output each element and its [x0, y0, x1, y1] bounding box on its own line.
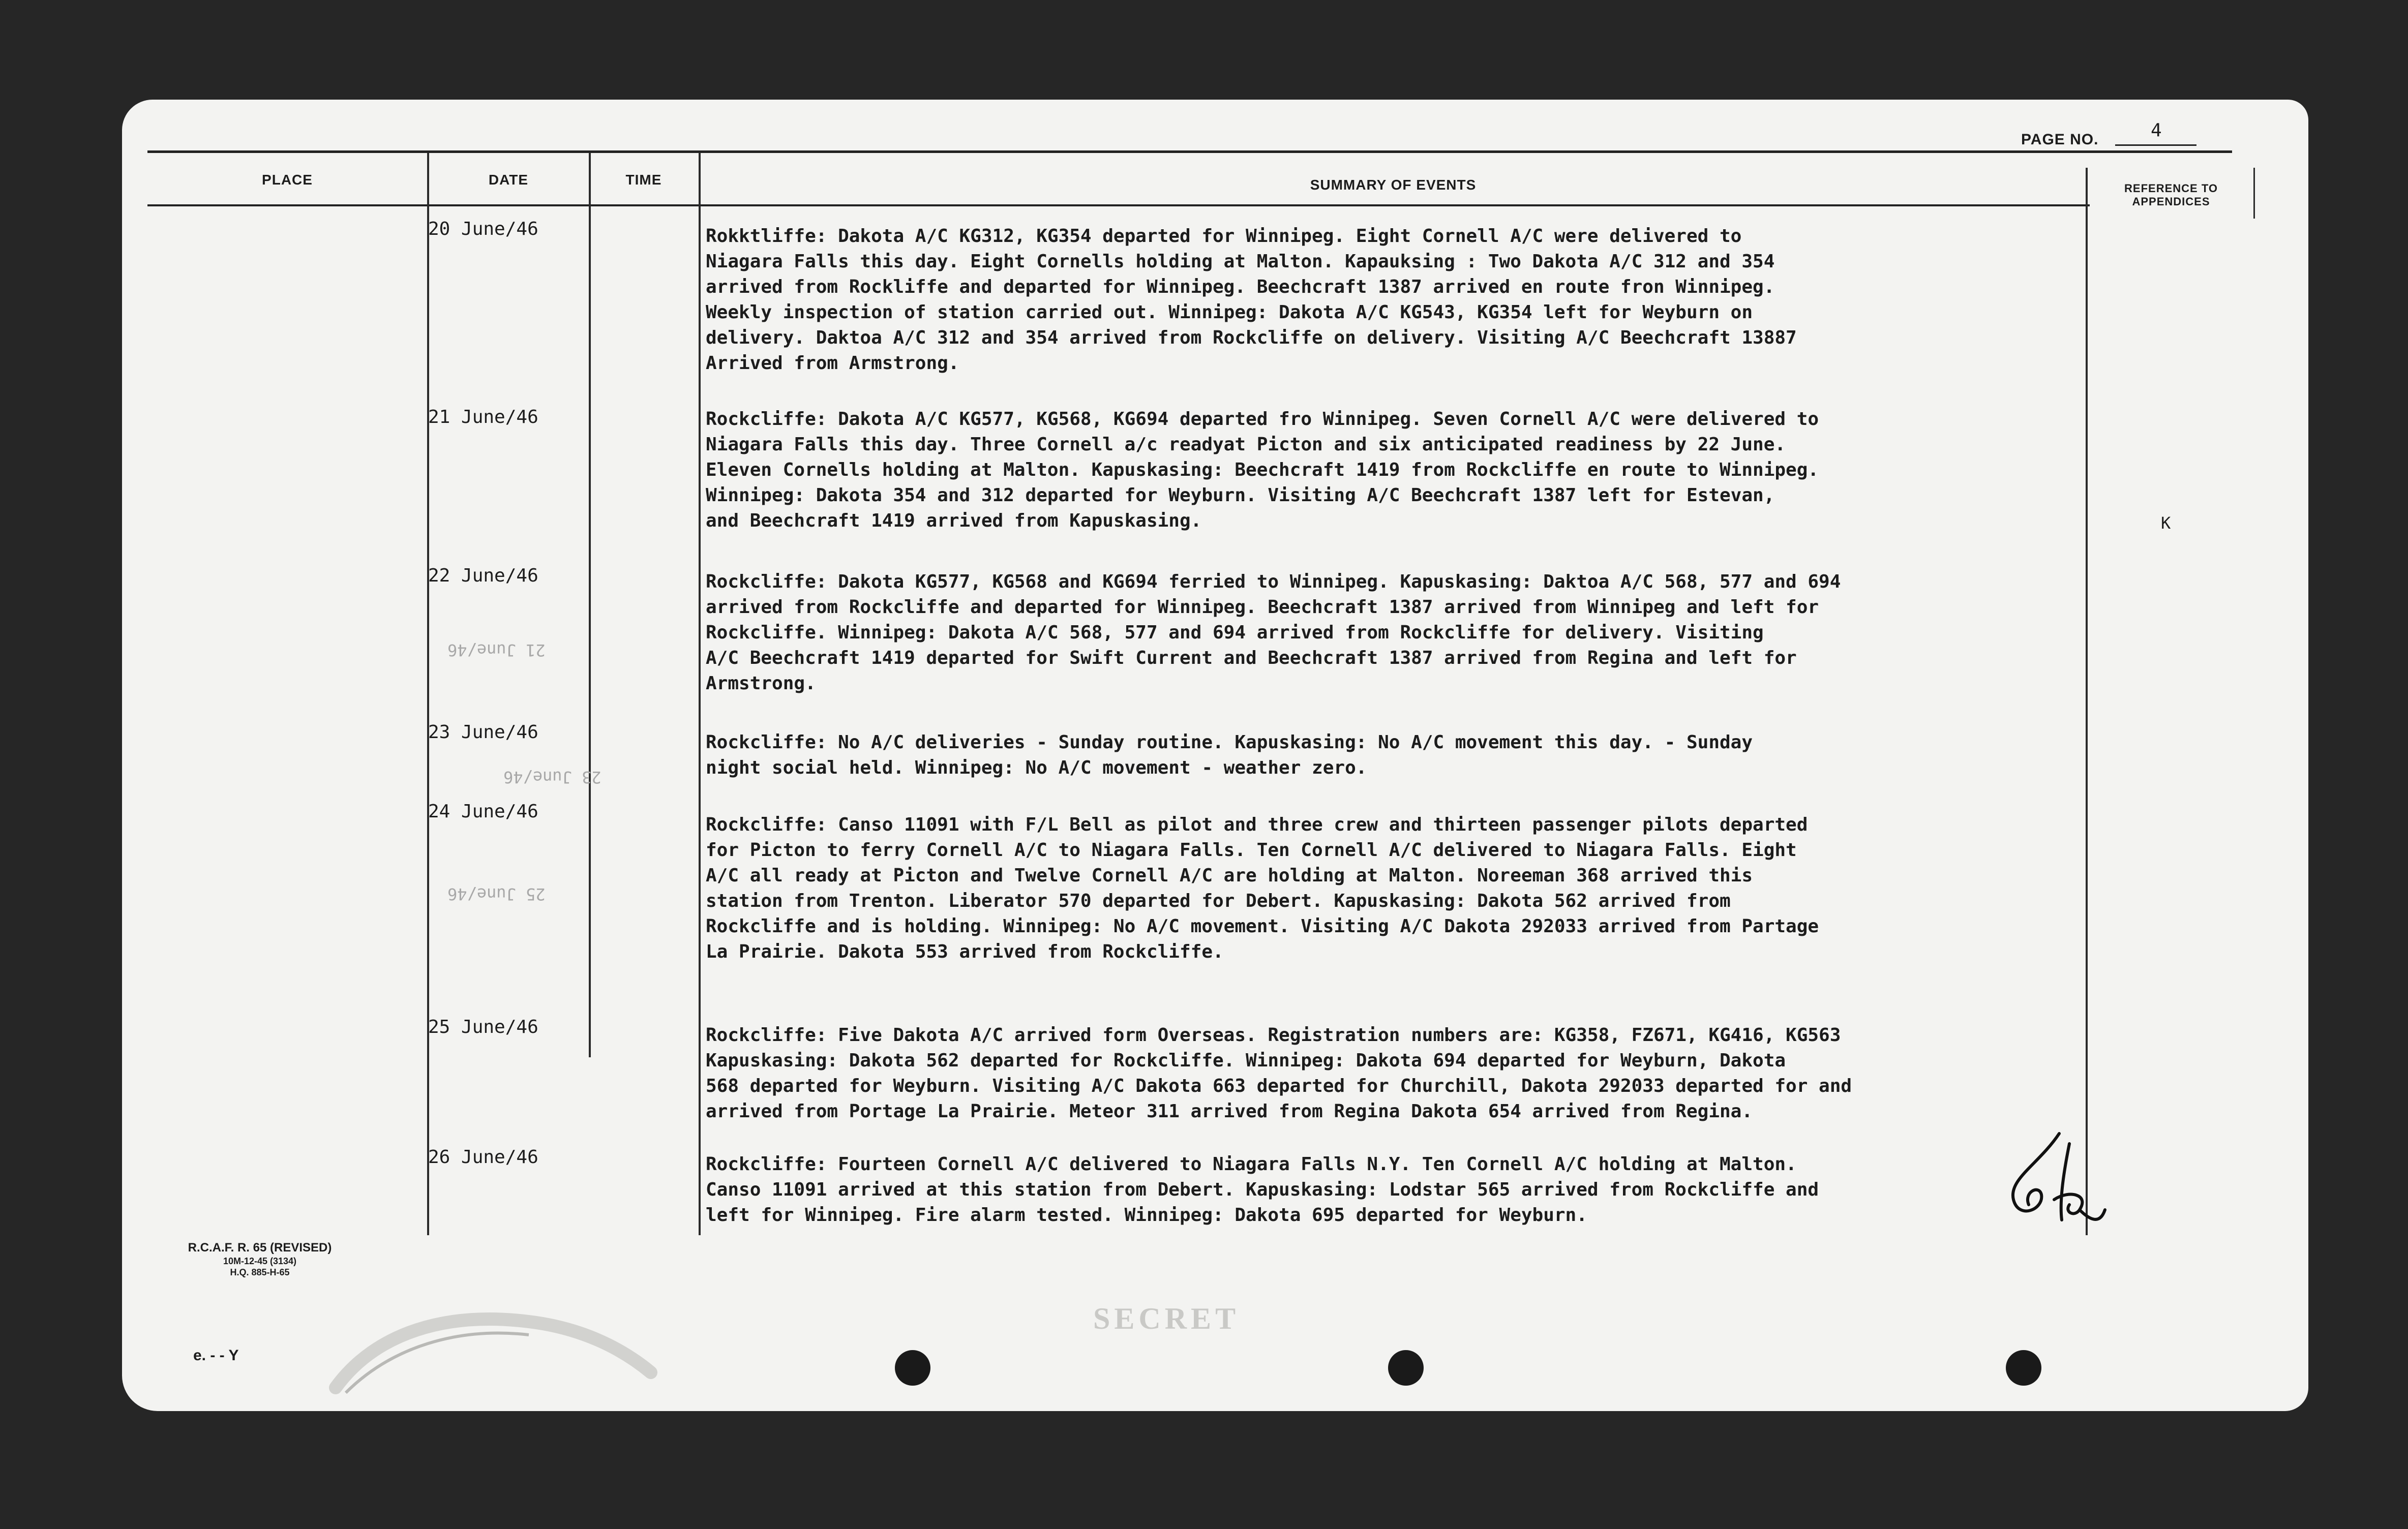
- column-header-reference: REFERENCE TO APPENDICES: [2124, 182, 2218, 208]
- entry-date: 21 June/46: [428, 407, 538, 427]
- form-hq-code: H.Q. 885-H-65: [230, 1267, 290, 1277]
- summary-entry: Rockcliffe: Dakota A/C KG577, KG568, KG694 departed fro Winnipeg. Seven Cornell A/C were delivered to Niagara Falls this day. Three Cornell a/c readyat Picton and six anticipated readiness by 22 June. Eleven Cornells holding at Malton. Kapuskasing: Beechcraft 1419 from Rockcliffe en route to Winnipeg. Winnipeg: Dakota 354 and 312 departed for Weyburn. Visiting A/C Beechcraft 1387 left for Estevan, and Beechcraft 1419 arrived from Kapuskasing.: [706, 409, 1819, 531]
- punch-hole: [895, 1350, 930, 1386]
- entry-date: 20 June/46: [428, 219, 538, 239]
- column-divider-date: [589, 152, 591, 1057]
- page-no-underline: [2115, 144, 2196, 146]
- summary-entry: Rockcliffe: Dakota KG577, KG568 and KG694 ferried to Winnipeg. Kapuskasing: Daktoa A/C 568, 577 and 694 arrived from Rockcliffe and departed for Winnipeg. Beechcraft 1387 arrived from Winnipeg and left for Rockcliffe. Winnipeg: Dakota A/C 568, 577 and 694 arrived from Rockcliffe for delivery. Visiting A/C Beechcraft 1419 departed for Swift Current and Beechcraft 1387 arrived from Regina and left for Armstrong.: [706, 571, 1841, 694]
- punch-hole: [1388, 1350, 1424, 1386]
- entry-date: 24 June/46: [428, 801, 538, 822]
- entry-date: 23 June/46: [428, 722, 538, 743]
- summary-entry: Rockcliffe: No A/C deliveries - Sunday routine. Kapuskasing: No A/C movement this day. - Sunday night social held. Winnipeg: No A/C movement - weather zero.: [706, 732, 1753, 778]
- column-header-summary: SUMMARY OF EVENTS: [1310, 177, 1477, 193]
- summary-entry: Rockcliffe: Five Dakota A/C arrived form Overseas. Registration numbers are: KG358, FZ671, KG416, KG563 Kapuskasing: Dakota 562 departed for Rockcliffe. Winnipeg: Dakota 694 departed for Weyburn, Dakota 568 departed for Weyburn. Visiting A/C Dakota 663 departed for Churchill, Dakota 292033 departed for and arrived from Portage La Prairie. Meteor 311 arrived from Regina Dakota 654 arrived from Regina.: [706, 1025, 1852, 1122]
- bleed-through-mark: 23 June/46: [503, 768, 601, 787]
- form-identifier: [140, 1240, 379, 1278]
- punch-hole: [2006, 1350, 2041, 1386]
- paper-smudge: [315, 1301, 671, 1413]
- form-number: R.C.A.F. R. 65 (REVISED): [188, 1241, 332, 1255]
- bleed-through-mark: 25 June/46: [447, 884, 546, 904]
- entry-date: 26 June/46: [428, 1147, 538, 1168]
- column-divider-place: [427, 152, 429, 1235]
- top-rule: [147, 150, 2232, 153]
- column-divider-reference: [2253, 168, 2255, 219]
- column-header-time: TIME: [625, 172, 662, 188]
- column-header-date: DATE: [488, 172, 529, 188]
- column-divider-time: [699, 152, 701, 1235]
- entry-date: 25 June/46: [428, 1017, 538, 1037]
- summary-entry: Rockcliffe: Fourteen Cornell A/C delivered to Niagara Falls N.Y. Ten Cornell A/C holding at Malton. Canso 11091 arrived at this station from Debert. Kapuskasing: Lodstar 565 arrived from Rockcliffe and left for Winnipeg. Fire alarm tested. Winnipeg: Dakota 695 departed for Weyburn.: [706, 1154, 1819, 1226]
- entry-date: 22 June/46: [428, 565, 538, 586]
- bleed-through-mark: 21 June/46: [447, 640, 546, 660]
- bottom-pencil-marks: e. - - Y: [193, 1347, 239, 1364]
- column-header-place: PLACE: [262, 172, 313, 188]
- summary-entry: Rokktliffe: Dakota A/C KG312, KG354 departed for Winnipeg. Eight Cornell A/C were delivered to Niagara Falls this day. Eight Cornells holding at Malton. Kapauksing : Two Dakota A/C 312 and 354 arrived from Rockliffe and departed for Winnipeg. Beechcraft 1387 arrived en route fron Winnipeg. Weekly inspection of station carried out. Winnipeg: Dakota A/C KG543, KG354 left for Weyburn on delivery. Daktoa A/C 312 and 354 arrived from Rockcliffe on delivery. Visiting A/C Beechcraft 13887 Arrived from Armstrong.: [706, 226, 1797, 374]
- form-print-code: 10M-12-45 (3134): [223, 1256, 297, 1266]
- summary-entry: Rockcliffe: Canso 11091 with F/L Bell as pilot and three crew and thirteen passenger pilots departed for Picton to ferry Cornell A/C to Niagara Falls. Ten Cornell A/C delivered to Niagara Falls. Eight A/C all ready at Picton and Twelve Cornell A/C are holding at Malton. Noreeman 368 arrived this station from Trenton. Liberator 570 departed for Debert. Kapuskasing: Dakota 562 arrived from Rockcliffe and is holding. Winnipeg: No A/C movement. Visiting A/C Dakota 292033 arrived from Partage La Prairie. Dakota 553 arrived from Rockcliffe.: [706, 814, 1819, 962]
- faded-stamp: SECRET: [1093, 1302, 1240, 1335]
- header-rule: [147, 204, 2090, 206]
- page-no-label: PAGE NO.: [2021, 131, 2099, 148]
- margin-mark: K: [2161, 513, 2171, 533]
- signature-initials: [1993, 1123, 2115, 1245]
- page-no-value: 4: [2151, 120, 2162, 141]
